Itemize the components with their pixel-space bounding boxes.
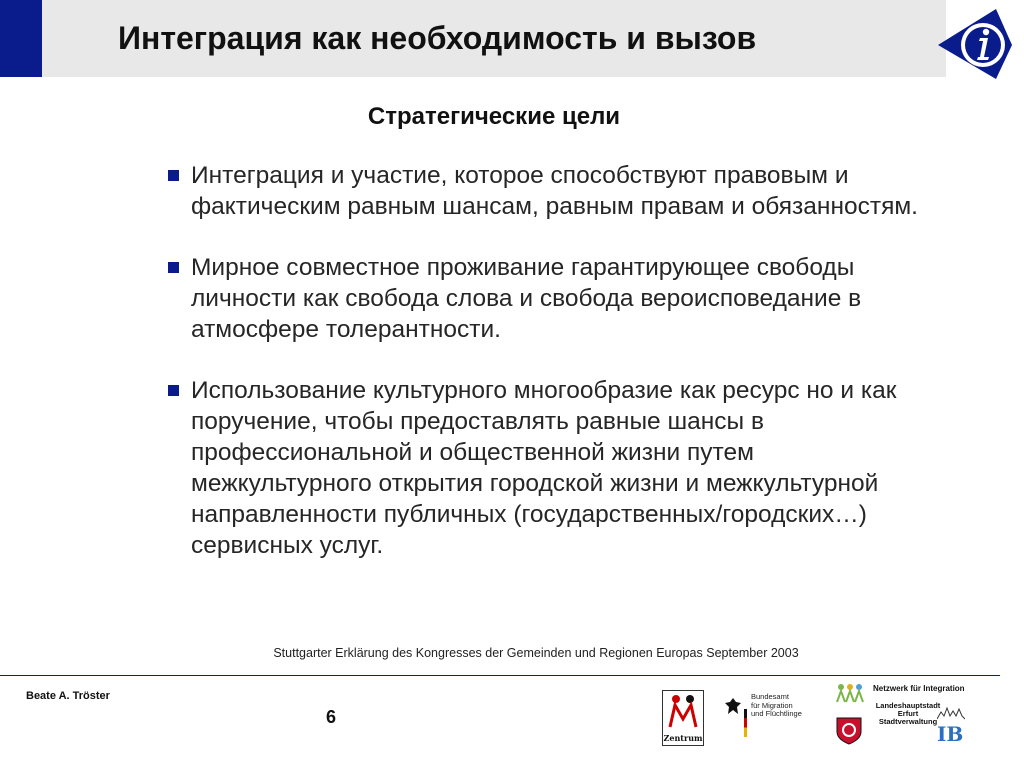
bullet-square-icon [168,170,179,181]
erfurt-crest-icon [835,716,863,746]
bullet-text: Мирное совместное проживание гарантирующее свободы личности как свобода слова и свобода вероисповедание в атмосфере толерантности. [191,254,862,343]
page-title: Интеграция как необходимость и вызов [118,20,757,56]
skyline-icon [937,706,965,720]
zentrum-logo [662,690,704,746]
bamf-logo-text: Bundesamt für Migration und Flüchtlinge [751,692,802,718]
eagle-icon [724,697,742,715]
list-item [168,252,928,345]
list-item [168,160,928,222]
zentrum-figures-icon [663,691,703,731]
info-eye-icon [936,5,1014,83]
netzwerk-people-icon [835,682,871,704]
section-subtitle: Стратегические цели [367,103,621,130]
bamf-logo [724,693,814,741]
bullet-square-icon [168,262,179,273]
title-accent-block [0,0,42,77]
bullet-square-icon [168,385,179,396]
goals-list [168,160,928,591]
bullet-text: Использование культурного многообразие как ресурс но и как поручение, чтобы предоставлять равные шансы в профессиональной и общественной жизни путем межкультурного открытия городской жизни и межкультурной направленности публичных (государственных/городских…) сервисных услуг. [191,377,897,559]
flag-bars [744,709,747,737]
page-number: 6 [326,707,337,727]
zentrum-logo-text: Zentrum [663,733,703,743]
netzwerk-logos [833,682,973,748]
title-bar [0,0,946,77]
bullet-text: Интеграция и участие, которое способствуют правовым и фактическим равным шансам, равным правам и обязанностям. [191,162,918,220]
erfurt-logo-text: Landeshauptstadt Erfurt Stadtverwaltung [875,701,941,726]
netzwerk-logo-text: Netzwerk für Integration [873,684,965,693]
author-name: Beate A. Tröster [26,690,110,702]
list-item [168,375,928,561]
ib-logo-text: IB [937,722,964,746]
footer-divider [0,675,1000,676]
source-citation: Stuttgarter Erklärung des Kongresses der Gemeinden und Regionen Europas September 2003 [273,646,799,660]
